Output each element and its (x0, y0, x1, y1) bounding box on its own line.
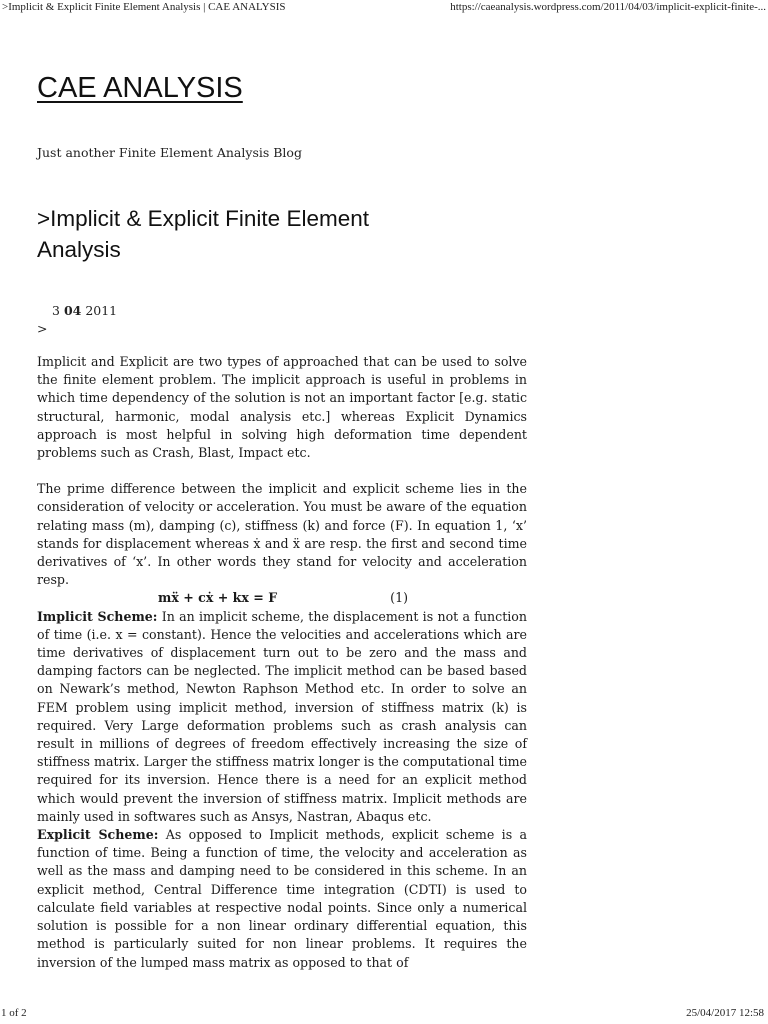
post-date-year: 2011 (85, 303, 118, 318)
equation-1 (158, 589, 408, 607)
post-mark: > (37, 321, 48, 336)
paragraph-explicit (37, 826, 527, 972)
paragraph-implicit (37, 608, 527, 826)
paragraph-difference: The prime difference between the implicit and explicit scheme lies in the consideration of velocity or acceleration. You must be aware of the equation relating mass (m), damping (c), stiffness (k) and force (F). In equation 1, ‘x’ stands for displacement whereas ẋ and ẍ are resp. the first and second time derivatives of ‘x’. In other words they stand for velocity and acceleration resp. (37, 481, 527, 588)
print-footer-datetime: 25/04/2017 12:58 (686, 1007, 764, 1019)
implicit-lead: Implicit Scheme: (37, 608, 158, 624)
implicit-text: In an implicit scheme, the displacement is not a function of time (i.e. x = constant). Hence the velocities and accelerations which are time derivatives of displacement turn out to be zero and the mass and damping factors can be neglected. The implicit method can be based based on Newark’s method, Newton Raphson Method etc. In order to solve an FEM problem using implicit method, inversion of stiffness matrix (k) is required. Very Large deformation problems such as crash analysis can result in millions of degrees of freedom effectively increasing the size of stiffness matrix. Larger the stiffness matrix longer is the computational time required for its inversion. Hence there is a need for an explicit method which would prevent the inversion of stiffness matrix. Implicit methods are mainly used in softwares such as Ansys, Nastran, Abaqus etc. (37, 608, 527, 824)
print-header-title: >Implicit & Explicit Finite Element Analysis | CAE ANALYSIS (2, 1, 286, 13)
equation-text: mẍ + cẋ + kx = F (158, 590, 278, 606)
print-header (0, 1, 768, 13)
post-content (37, 353, 527, 972)
post-date-day: 3 (52, 303, 60, 318)
print-footer-page: 1 of 2 (1, 1007, 27, 1019)
paragraph-intro: Implicit and Explicit are two types of approached that can be used to solve the finite element problem. The implicit approach is useful in problems in which time dependency of the solution is not an important factor [e.g. static structural, harmonic, modal analysis etc.] whereas Explicit Dynamics approach is most helpful in solving high deformation time dependent problems such as Crash, Blast, Impact etc. (37, 354, 527, 461)
explicit-lead: Explicit Scheme: (37, 827, 159, 843)
print-footer (0, 1007, 768, 1019)
explicit-text: As opposed to Implicit methods, explicit scheme is a function of time. Being a function of time, the velocity and acceleration as well as the mass and damping need to be considered in this scheme. In an explicit method, Central Difference time integration (CDTI) is used to calculate field variables at respective nodal points. Since only a numerical solution is possible for a non linear ordinary differential equation, this method is particularly suited for non linear problems. It requires the inversion of the lumped mass matrix as opposed to that of (37, 827, 527, 970)
site-tagline: Just another Finite Element Analysis Blog (37, 145, 302, 160)
post-date (52, 303, 117, 318)
print-header-url: https://caeanalysis.wordpress.com/2011/04/03/implicit-explicit-finite-... (450, 1, 766, 13)
site-title-link[interactable]: CAE ANALYSIS (37, 72, 243, 104)
post-date-month: 04 (63, 303, 82, 318)
equation-number: (1) (390, 590, 408, 606)
post-title: >Implicit & Explicit Finite Element Analysis (37, 206, 369, 262)
